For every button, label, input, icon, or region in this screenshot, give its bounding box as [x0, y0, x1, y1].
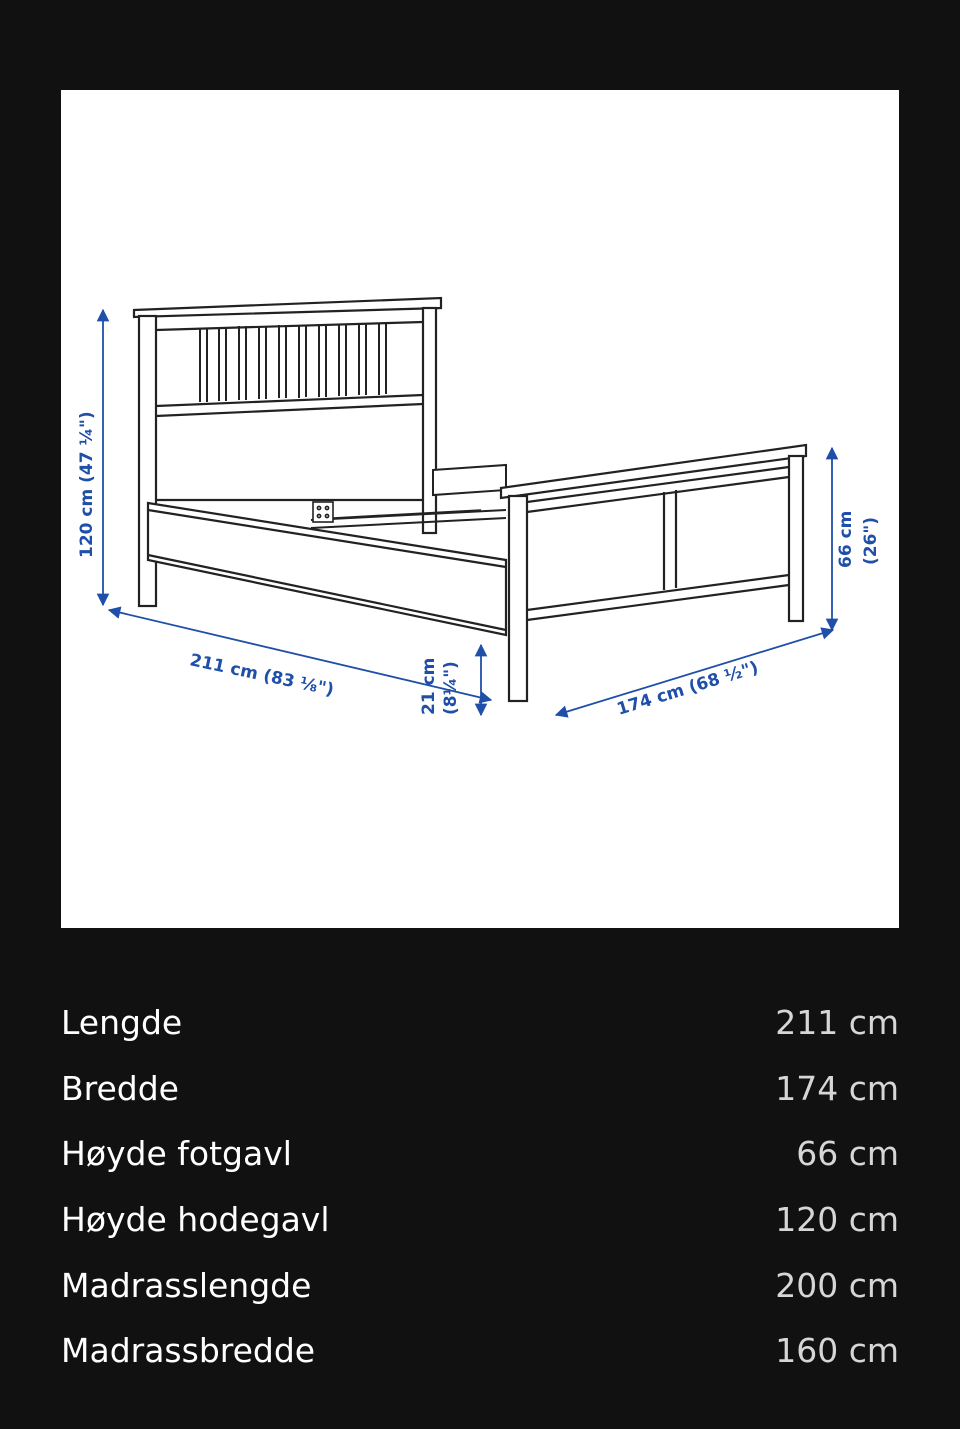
spec-label: Lengde	[61, 1003, 183, 1043]
bed-line-drawing	[61, 90, 899, 928]
spec-label: Madrassbredde	[61, 1331, 316, 1371]
spec-row-length	[61, 990, 899, 1056]
spec-row-footboard-height	[61, 1121, 899, 1187]
spec-value: 211 cm	[775, 1003, 899, 1043]
footboard-height-inch-label: (26")	[861, 516, 881, 565]
product-dimension-image[interactable]	[61, 90, 899, 928]
clearance-height-label: 21 cm	[419, 657, 439, 715]
headboard-height-label: 120 cm (47 ¼")	[77, 411, 97, 558]
spec-value: 66 cm	[796, 1134, 899, 1174]
footboard	[501, 445, 806, 701]
spec-value: 174 cm	[775, 1068, 899, 1108]
footboard-height-label: 66 cm	[836, 510, 856, 568]
spec-value: 120 cm	[775, 1200, 899, 1240]
spec-label: Høyde hodegavl	[61, 1200, 330, 1240]
spec-value: 160 cm	[775, 1331, 899, 1371]
spec-label: Madrasslengde	[61, 1265, 312, 1305]
bed-length-label: 211 cm (83 ⅛")	[187, 650, 336, 701]
spec-label: Bredde	[61, 1068, 179, 1108]
spec-value: 200 cm	[775, 1265, 899, 1305]
spec-label: Høyde fotgavl	[61, 1134, 292, 1174]
headboard-slats	[200, 323, 386, 402]
spec-row-mattress-length	[61, 1252, 899, 1318]
bed-width-label: 174 cm (68 ½")	[614, 657, 761, 720]
spec-row-width	[61, 1056, 899, 1122]
far-rail	[311, 465, 506, 528]
spec-row-headboard-height	[61, 1187, 899, 1253]
dimension-specs-list	[61, 990, 899, 1384]
spec-row-mattress-width	[61, 1318, 899, 1384]
clearance-height-inch-label: (8¼")	[441, 661, 461, 715]
